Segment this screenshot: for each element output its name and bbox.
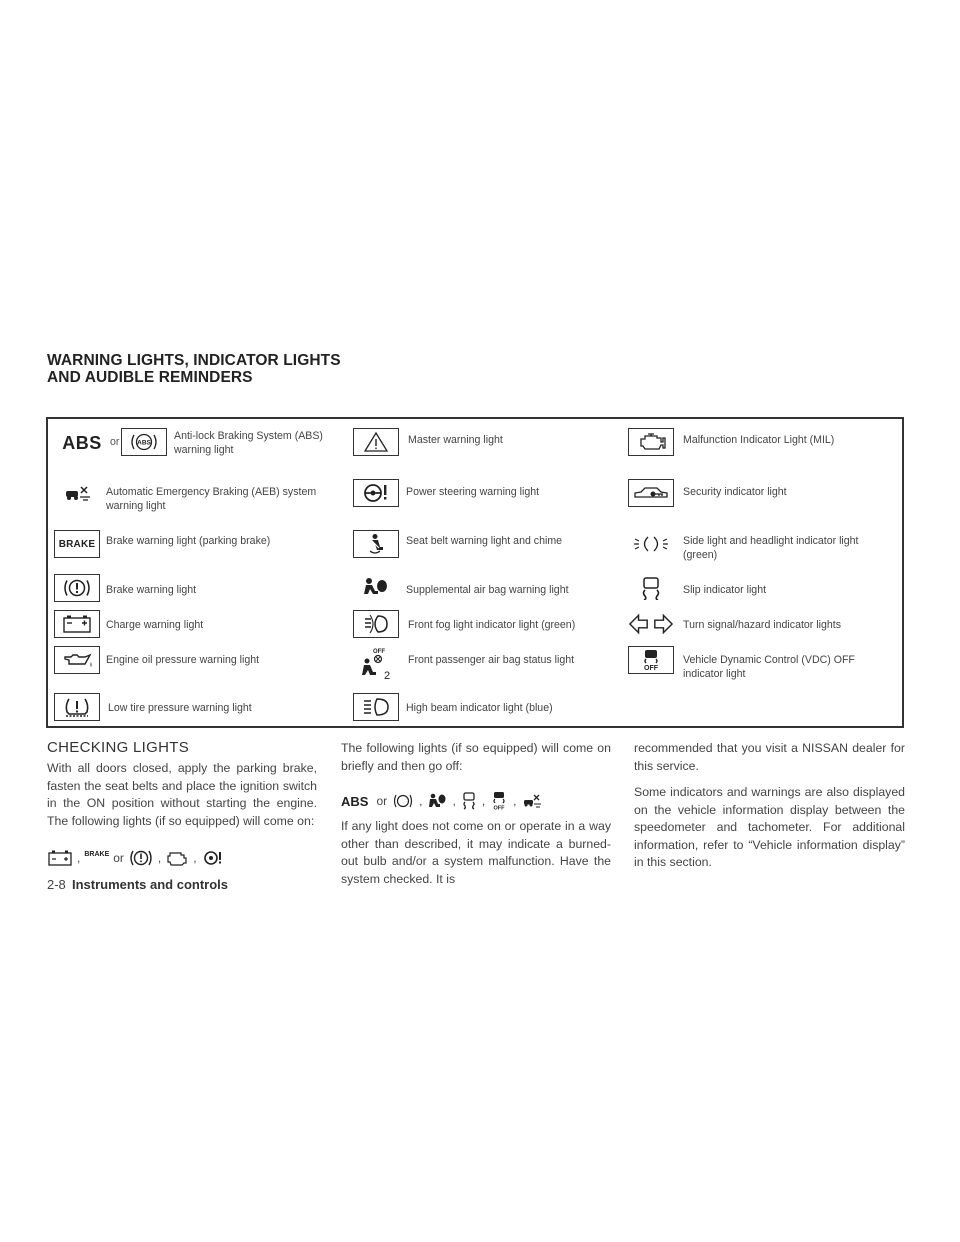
passenger-airbag-status-icon	[353, 646, 399, 682]
or-text: or	[376, 794, 388, 808]
label-abs: Anti-lock Braking System (ABS) warning light	[174, 430, 323, 456]
tire-pressure-icon	[54, 693, 100, 721]
brake-warning-icon	[54, 574, 100, 602]
checking-para-4: recommended that you visit a NISSAN dealer for this service.	[634, 741, 905, 773]
svg-text:OFF: OFF	[644, 665, 658, 672]
label-front-fog: Front fog light indicator light (green)	[408, 619, 576, 631]
comma: ,	[193, 851, 197, 865]
label-vdc-off: Vehicle Dynamic Control (VDC) OFF indicator light	[683, 654, 855, 680]
label-charge: Charge warning light	[106, 619, 204, 631]
or-text: or	[113, 851, 124, 865]
label-passenger-airbag: Front passenger air bag status light	[408, 654, 575, 666]
heading-line-2: AND AUDIBLE REMINDERS	[47, 369, 253, 386]
seat-belt-icon	[353, 530, 399, 558]
checking-lights-title: CHECKING LIGHTS	[47, 739, 190, 756]
abs-text-icon: ABS	[54, 428, 110, 458]
label-tire: Low tire pressure warning light	[108, 702, 252, 714]
master-warning-icon	[353, 428, 399, 456]
label-high-beam: High beam indicator light (blue)	[406, 702, 553, 714]
engine-mil-icon	[628, 428, 674, 456]
abs-circle-icon	[391, 792, 415, 810]
label-mil: Malfunction Indicator Light (MIL)	[683, 434, 835, 446]
checking-icons-row-1	[47, 848, 225, 868]
svg-text:2: 2	[383, 670, 391, 682]
label-master: Master warning light	[408, 434, 503, 446]
vdc-off-icon	[489, 791, 509, 811]
checking-para-1: With all doors closed, apply the parking brake, fasten the seat belts and place the ignition switch in the ON position without starting the engine. The following lights (if so equipped) will come on:	[47, 761, 317, 828]
comma: ,	[77, 851, 81, 865]
brake-text-icon: BRAKE	[54, 530, 100, 558]
comma: ,	[419, 794, 423, 808]
label-brake-parking: Brake warning light (parking brake)	[106, 535, 271, 547]
label-security: Security indicator light	[683, 486, 787, 498]
comma: ,	[452, 794, 456, 808]
airbag-icon	[353, 574, 399, 602]
abs-circle-icon	[121, 428, 167, 456]
brake-text-icon: BRAKE	[84, 850, 110, 858]
footer-section-title: Instruments and controls	[72, 877, 229, 892]
engine-mil-icon	[165, 849, 189, 867]
checking-para-3: If any light does not come on or operate in a way other than described, it may indicate a burned-out bulb and/or a system malfunction. Have the system checked. It is	[341, 819, 611, 886]
airbag-icon	[426, 792, 448, 810]
checking-para-5: Some indicators and warnings are also displayed on the vehicle information display between the speedometer and tachometer. For additional information, refer to “Vehicle information display” in this section.	[634, 785, 905, 869]
oil-can-icon	[54, 646, 100, 674]
checking-icons-row-2	[341, 791, 543, 811]
or-text: or	[110, 436, 120, 448]
turn-signal-icon	[628, 610, 674, 638]
label-aeb: Automatic Emergency Braking (AEB) system warning light	[106, 486, 317, 512]
label-power-steering: Power steering warning light	[406, 486, 540, 498]
svg-text:OFF: OFF	[493, 805, 505, 811]
page-number: 2-8	[47, 877, 66, 892]
comma: ,	[157, 851, 162, 865]
aeb-icon	[54, 479, 100, 507]
label-slip: Slip indicator light	[683, 584, 767, 596]
high-beam-icon	[353, 693, 399, 721]
slip-icon	[628, 574, 674, 602]
side-light-icon	[628, 530, 674, 558]
slip-icon	[460, 792, 478, 810]
aeb-icon	[521, 792, 543, 810]
security-car-icon	[628, 479, 674, 507]
front-fog-icon	[353, 610, 399, 638]
label-oil: Engine oil pressure warning light	[106, 654, 260, 666]
power-steering-icon	[201, 849, 225, 867]
battery-icon	[47, 849, 73, 867]
label-turn-signal: Turn signal/hazard indicator lights	[683, 619, 842, 631]
abs-text-icon: ABS	[341, 793, 369, 809]
label-seat-belt: Seat belt warning light and chime	[406, 535, 563, 547]
label-brake-warning: Brake warning light	[106, 584, 197, 596]
label-side-light: Side light and headlight indicator light (green)	[683, 535, 859, 561]
comma: ,	[513, 794, 517, 808]
battery-icon	[54, 610, 100, 638]
svg-text:ABS: ABS	[137, 439, 151, 447]
comma: ,	[481, 794, 486, 808]
vdc-off-icon	[628, 646, 674, 674]
power-steering-icon	[353, 479, 399, 507]
brake-warning-icon	[128, 848, 154, 868]
label-airbag: Supplemental air bag warning light	[406, 584, 569, 596]
svg-text:OFF: OFF	[373, 649, 385, 655]
warning-lights-table	[46, 417, 904, 728]
checking-para-2: The following lights (if so equipped) will come on briefly and then go off:	[341, 741, 611, 773]
heading-line-1: WARNING LIGHTS, INDICATOR LIGHTS	[47, 352, 341, 369]
section-heading	[47, 352, 341, 386]
